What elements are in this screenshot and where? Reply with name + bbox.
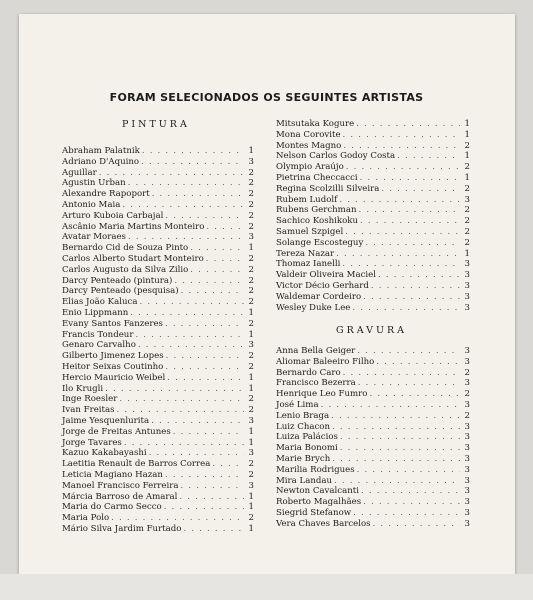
work-count: 3 [464, 475, 470, 486]
dot-leader [356, 205, 460, 216]
list-item [276, 173, 470, 184]
list-item [62, 492, 254, 503]
dot-leader [126, 178, 244, 189]
work-count: 3 [248, 480, 254, 491]
work-count: 2 [248, 459, 254, 470]
work-count: 1 [248, 502, 254, 513]
dot-leader [164, 351, 244, 362]
pintura-list [62, 146, 254, 535]
dot-leader [204, 254, 244, 265]
dot-leader [103, 384, 244, 395]
dot-leader [330, 422, 460, 433]
list-item [62, 481, 254, 492]
list-item [62, 373, 254, 384]
list-item [276, 141, 470, 152]
list-item [62, 384, 254, 395]
artist-name: Carlos Alberto Studart Monteiro [62, 253, 204, 264]
artist-name: Enio Lippmann [62, 307, 129, 318]
artist-name: Abraham Palatnik [62, 146, 140, 156]
work-count: 1 [464, 172, 470, 183]
list-item [62, 189, 254, 200]
list-item [62, 502, 254, 513]
work-count: 2 [464, 162, 470, 173]
list-item [62, 211, 254, 222]
artist-name: Thomaz Ianelli [276, 259, 341, 270]
dot-leader [334, 249, 460, 260]
list-item [276, 346, 470, 357]
list-item [62, 416, 254, 427]
dot-leader [109, 513, 244, 524]
dot-leader [369, 281, 460, 292]
artist-name: Montes Magno [276, 140, 342, 151]
dot-leader [163, 211, 244, 222]
section-title-pintura: PINTURA [122, 119, 190, 130]
artist-name: Henrique Leo Fumro [276, 389, 368, 400]
dot-leader [115, 405, 244, 416]
dot-leader [332, 476, 460, 487]
work-count: 3 [464, 194, 470, 205]
list-item [276, 400, 470, 411]
list-item [276, 216, 470, 227]
artist-name: Leticia Magiano Hazan [62, 469, 163, 480]
work-count: 1 [464, 129, 470, 140]
dot-leader [136, 340, 244, 351]
work-count: 2 [248, 286, 254, 297]
artist-name: Valdeir Oliveira Maciel [276, 270, 376, 281]
artist-name: Samuel Szpigel [276, 226, 344, 237]
work-count: 3 [464, 291, 470, 302]
list-item [62, 232, 254, 243]
dot-leader [337, 195, 460, 206]
artist-name: Mitsutaka Kogure [276, 119, 355, 129]
dot-leader [126, 232, 244, 243]
work-count: 3 [248, 415, 254, 426]
work-count: 2 [248, 178, 254, 189]
artist-name: Anna Bella Geiger [276, 346, 356, 356]
list-item [276, 432, 470, 443]
list-item [62, 362, 254, 373]
work-count: 3 [464, 497, 470, 508]
dot-leader [338, 443, 460, 454]
work-count: 3 [248, 156, 254, 167]
artist-name: Solange Escosteguy [276, 237, 364, 248]
work-count: 3 [464, 259, 470, 270]
work-count: 2 [248, 264, 254, 275]
dot-leader [330, 454, 460, 465]
artist-name: Pietrina Checcacci [276, 172, 358, 183]
artist-name: Inge Roesler [62, 394, 118, 405]
dot-leader [188, 243, 244, 254]
artist-name: Darcy Penteado (pintura) [62, 275, 173, 286]
work-count: 1 [248, 372, 254, 383]
list-item [62, 394, 254, 405]
work-count: 3 [248, 448, 254, 459]
dot-leader [361, 497, 460, 508]
dot-leader [122, 438, 244, 449]
work-count: 2 [248, 394, 254, 405]
work-count: 2 [248, 253, 254, 264]
list-item [62, 427, 254, 438]
work-count: 2 [248, 513, 254, 524]
list-item [62, 157, 254, 168]
artist-name: Waldemar Cordeiro [276, 291, 362, 302]
work-count: 2 [464, 205, 470, 216]
list-item [276, 162, 470, 173]
artist-name: Avatar Moraes [62, 232, 126, 243]
dot-leader [351, 508, 460, 519]
pintura-list-continued [276, 119, 470, 313]
list-item [62, 524, 254, 535]
list-item [276, 292, 470, 303]
artist-name: Evany Santos Fanzeres [62, 318, 163, 329]
artist-name: Kazuo Kakabayashi [62, 448, 147, 459]
dot-leader [341, 130, 460, 141]
work-count: 2 [248, 405, 254, 416]
list-item [276, 259, 470, 270]
work-count: 3 [464, 518, 470, 529]
artist-name: Francis Tondeur [62, 329, 134, 340]
artist-name: Marie Brych [276, 453, 331, 464]
dot-leader [350, 303, 460, 314]
artist-name: Rubens Gerchman [276, 205, 357, 216]
list-item [276, 389, 470, 400]
artist-name: Arturo Kuboia Carbajal [62, 210, 164, 221]
dot-leader [181, 524, 244, 535]
artist-name: Genaro Carvalho [62, 340, 136, 351]
dot-leader [343, 227, 460, 238]
dot-leader [178, 481, 244, 492]
artist-name: Aliomar Baleeiro Filho [276, 356, 375, 367]
list-item [62, 340, 254, 351]
artist-name: Manoel Francisco Ferreira [62, 480, 179, 491]
artist-name: Olympio Araújo [276, 162, 344, 173]
work-count: 3 [464, 453, 470, 464]
list-item [62, 470, 254, 481]
artist-name: Hercio Mauricio Weibel [62, 372, 166, 383]
artist-name: Adriano D'Aquino [62, 156, 140, 167]
dot-leader [379, 184, 460, 195]
work-count: 1 [464, 119, 470, 129]
artist-name: Victor Décio Gerhard [276, 280, 369, 291]
list-item [62, 319, 254, 330]
list-item [62, 297, 254, 308]
list-item [276, 119, 470, 130]
artist-name: Aguillar [62, 167, 97, 178]
list-item [62, 265, 254, 276]
artist-name: Vera Chaves Barcelos [276, 518, 371, 529]
artist-name: Francisco Bezerra [276, 378, 356, 389]
dot-leader [128, 308, 244, 319]
dot-leader [363, 238, 460, 249]
dot-leader [179, 286, 244, 297]
list-item [276, 476, 470, 487]
work-count: 3 [464, 432, 470, 443]
list-item [62, 459, 254, 470]
work-count: 3 [464, 507, 470, 518]
dot-leader [171, 427, 244, 438]
work-count: 2 [248, 199, 254, 210]
work-count: 2 [464, 226, 470, 237]
list-item [62, 448, 254, 459]
dot-leader [162, 502, 244, 513]
work-count: 3 [464, 302, 470, 313]
artist-name: Ascânio Maria Martins Monteiro [62, 221, 205, 232]
list-item [276, 422, 470, 433]
dot-leader [355, 346, 460, 357]
artist-name: Jaime Yesquenlurita [62, 415, 150, 426]
dot-leader [341, 368, 460, 379]
artist-name: Rubem Ludolf [276, 194, 338, 205]
artist-name: Maria do Carmo Secco [62, 502, 162, 513]
work-count: 3 [464, 356, 470, 367]
dot-leader [329, 411, 460, 422]
list-item [62, 308, 254, 319]
list-item [276, 497, 470, 508]
list-item [62, 146, 254, 157]
dot-leader [210, 459, 244, 470]
work-count: 2 [248, 221, 254, 232]
dot-leader [139, 157, 244, 168]
work-count: 2 [248, 469, 254, 480]
dot-leader [163, 470, 244, 481]
artist-name: Newton Cavalcanti [276, 486, 359, 497]
artist-name: Agustin Urban [62, 178, 126, 189]
dot-leader [371, 519, 460, 530]
list-item [276, 195, 470, 206]
artist-name: Márcia Barroso de Amaral [62, 491, 178, 502]
dot-leader [344, 162, 460, 173]
artist-name: Ivan Freitas [62, 405, 115, 416]
dot-leader [172, 276, 244, 287]
artist-name: Bernardo Caro [276, 367, 341, 378]
list-item [62, 351, 254, 362]
list-item [276, 454, 470, 465]
dot-leader [340, 259, 460, 270]
work-count: 1 [248, 383, 254, 394]
dot-leader [140, 146, 244, 157]
work-count: 3 [464, 399, 470, 410]
work-count: 1 [464, 248, 470, 259]
dot-leader [97, 168, 244, 179]
dot-leader [359, 486, 460, 497]
artist-name: Sachico Koshikoku [276, 216, 359, 227]
list-item [276, 205, 470, 216]
list-item [62, 405, 254, 416]
artist-name: Mona Corovite [276, 129, 341, 140]
artist-name: Alexandre Rapoport [62, 189, 150, 200]
artist-name: Mira Landau [276, 475, 333, 486]
work-count: 2 [464, 140, 470, 151]
work-count: 1 [248, 426, 254, 437]
artist-name: José Lima [276, 399, 319, 410]
dot-leader [376, 270, 460, 281]
artist-name: Lenio Braga [276, 410, 330, 421]
dot-leader [358, 173, 460, 184]
list-item [276, 249, 470, 260]
list-item [62, 286, 254, 297]
list-item [276, 486, 470, 497]
dot-leader [338, 432, 460, 443]
dot-leader [356, 378, 460, 389]
work-count: 2 [248, 210, 254, 221]
work-count: 2 [464, 216, 470, 227]
dot-leader [188, 265, 244, 276]
dot-leader [374, 357, 460, 368]
work-count: 1 [248, 523, 254, 534]
dot-leader [354, 119, 460, 130]
work-count: 3 [248, 340, 254, 351]
list-item [62, 438, 254, 449]
work-count: 1 [248, 307, 254, 318]
work-count: 3 [464, 443, 470, 454]
list-item [276, 303, 470, 314]
artist-name: Regina Scolzilli Silveira [276, 183, 380, 194]
work-count: 2 [464, 410, 470, 421]
gravura-list [276, 346, 470, 530]
list-item [276, 519, 470, 530]
work-count: 3 [464, 464, 470, 475]
dot-leader [150, 189, 244, 200]
artist-name: Carlos Augusto da Silva Zilio [62, 264, 189, 275]
artist-name: Luiza Palácios [276, 432, 338, 443]
work-count: 3 [464, 421, 470, 432]
list-item [276, 443, 470, 454]
artist-name: Jorge Tavares [62, 437, 122, 448]
list-item [276, 411, 470, 422]
work-count: 3 [464, 270, 470, 281]
artist-name: Laetitia Renault de Barros Correa [62, 459, 211, 470]
dot-leader [367, 389, 460, 400]
list-item [276, 368, 470, 379]
work-count: 3 [248, 232, 254, 243]
list-item [276, 238, 470, 249]
work-count: 2 [248, 318, 254, 329]
dot-leader [395, 151, 460, 162]
work-count: 3 [464, 378, 470, 389]
list-item [276, 184, 470, 195]
list-item [62, 330, 254, 341]
artist-name: Heitor Seixas Coutinho [62, 361, 164, 372]
artist-name: Wesley Duke Lee [276, 302, 351, 313]
artist-name: Maria Polo [62, 513, 110, 524]
work-count: 2 [464, 183, 470, 194]
work-count: 1 [464, 151, 470, 162]
work-count: 3 [464, 486, 470, 497]
list-item [62, 276, 254, 287]
section-title-gravura: GRAVURA [336, 325, 408, 336]
work-count: 1 [248, 437, 254, 448]
dot-leader [177, 492, 244, 503]
list-item [62, 254, 254, 265]
artist-name: Bernardo Cid de Souza Pinto [62, 243, 189, 254]
list-item [62, 243, 254, 254]
dot-leader [341, 141, 460, 152]
work-count: 1 [248, 243, 254, 254]
artist-name: Maria Bonomi [276, 443, 338, 454]
dot-leader [355, 465, 460, 476]
work-count: 3 [464, 346, 470, 356]
work-count: 3 [464, 280, 470, 291]
dot-leader [361, 292, 460, 303]
work-count: 2 [464, 389, 470, 400]
dot-leader [163, 319, 244, 330]
artist-name: Darcy Penteado (pesquisa) [62, 286, 179, 297]
work-count: 2 [248, 167, 254, 178]
artist-name: Jorge de Freitas Antunes [62, 426, 171, 437]
list-item [276, 151, 470, 162]
artist-name: Siegrid Stefanow [276, 507, 352, 518]
list-item [276, 465, 470, 476]
work-count: 2 [248, 189, 254, 200]
artist-name: Mário Silva Jardim Furtado [62, 523, 182, 534]
list-item [276, 508, 470, 519]
work-count: 2 [248, 361, 254, 372]
artist-name: Ilo Krugli [62, 383, 104, 394]
dot-leader [149, 416, 244, 427]
dot-leader [204, 222, 244, 233]
work-count: 2 [464, 367, 470, 378]
dot-leader [117, 394, 244, 405]
artist-name: Antonio Maia [62, 199, 121, 210]
list-item [62, 222, 254, 233]
list-item [276, 378, 470, 389]
dot-leader [163, 362, 244, 373]
artist-name: Nelson Carlos Godoy Costa [276, 151, 396, 162]
work-count: 2 [248, 351, 254, 362]
artist-name: Marilia Rodrigues [276, 464, 355, 475]
list-item [62, 513, 254, 524]
list-item [276, 270, 470, 281]
list-item [62, 168, 254, 179]
work-count: 2 [248, 297, 254, 308]
work-count: 1 [248, 329, 254, 340]
list-item [62, 200, 254, 211]
dot-leader [358, 216, 460, 227]
artist-name: Tereza Nazar [276, 248, 335, 259]
work-count: 1 [248, 146, 254, 156]
work-count: 2 [248, 275, 254, 286]
artist-name: Gilberto Jimenez Lopes [62, 351, 164, 362]
dot-leader [165, 373, 244, 384]
artist-name: Roberto Magalhães [276, 497, 362, 508]
page-heading: FORAM SELECIONADOS OS SEGUINTES ARTISTAS [109, 91, 424, 104]
artist-name: Luiz Chacon [276, 421, 331, 432]
list-item [276, 227, 470, 238]
list-item [276, 281, 470, 292]
artist-name: Elias João Kaluca [62, 297, 138, 308]
dot-leader [133, 330, 244, 341]
dot-leader [120, 200, 244, 211]
list-item [276, 130, 470, 141]
list-item [276, 357, 470, 368]
list-item [62, 178, 254, 189]
dot-leader [137, 297, 244, 308]
work-count: 2 [464, 237, 470, 248]
dot-leader [319, 400, 460, 411]
work-count: 1 [248, 491, 254, 502]
page-background [0, 574, 533, 600]
dot-leader [147, 448, 244, 459]
